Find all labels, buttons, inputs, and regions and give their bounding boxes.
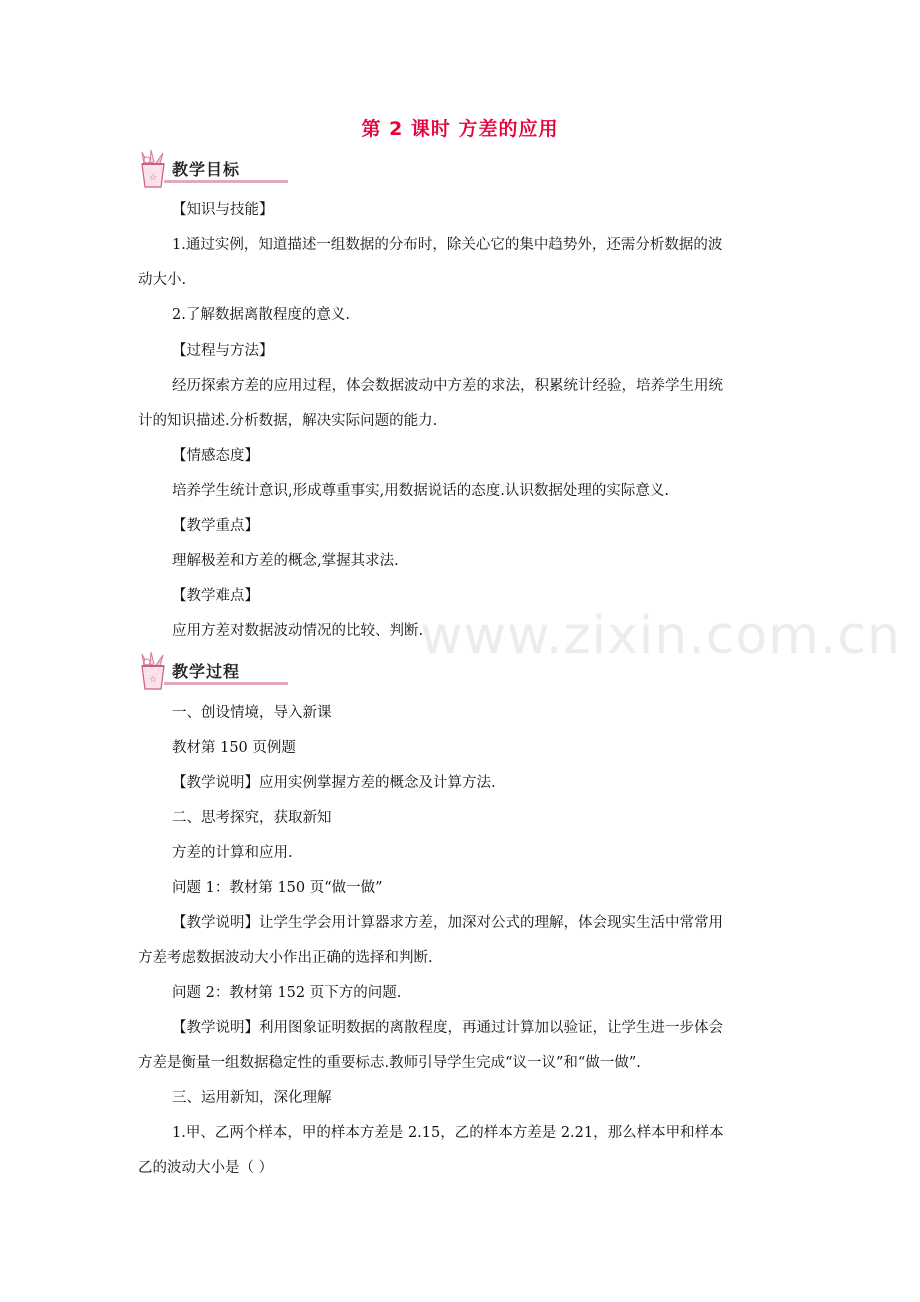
step-heading: 一、创设情境，导入新课 (172, 705, 332, 721)
question-line: 1.甲、乙两个样本，甲的样本方差是 2.15，乙的样本方差是 2.21，那么样本甲和样本 (172, 1125, 724, 1141)
watermark: www.zixin.com.cn (420, 606, 901, 666)
heading-key-point: 【教学重点】 (172, 518, 259, 534)
paragraph-line: 动大小. (138, 272, 187, 288)
teaching-note: 【教学说明】让学生学会用计算器求方差，加深对公式的理解，体会现实生活中常常用 (172, 915, 723, 931)
header-underline (164, 180, 288, 183)
question-line: 乙的波动大小是（ ） (138, 1160, 274, 1176)
paragraph-line: 理解极差和方差的概念,掌握其求法. (172, 553, 399, 569)
teaching-note: 【教学说明】利用图象证明数据的离散程度，再通过计算加以验证，让学生进一步体会 (172, 1020, 723, 1036)
heading-difficulty: 【教学难点】 (172, 588, 259, 604)
paragraph-line: 应用方差对数据波动情况的比较、判断. (172, 623, 424, 639)
paragraph-line: 2.了解数据离散程度的意义. (172, 307, 350, 323)
paragraph-line: 经历探索方差的应用过程，体会数据波动中方差的求法，积累统计经验，培养学生用统 (172, 378, 723, 394)
paragraph-line: 1.通过实例，知道描述一组数据的分布时，除关心它的集中趋势外，还需分析数据的波 (172, 237, 723, 253)
section-label: 教学目标 (172, 160, 241, 179)
pencil-cup-icon (136, 150, 176, 190)
paragraph-line: 问题 2：教材第 152 页下方的问题. (172, 985, 402, 1001)
svg-text:☆: ☆ (148, 173, 158, 183)
step-heading: 二、思考探究，获取新知 (172, 810, 332, 826)
lesson-title: 第 2 课时 方差的应用 (361, 118, 559, 140)
teaching-note: 【教学说明】应用实例掌握方差的概念及计算方法. (172, 775, 496, 791)
pencil-cup-icon (136, 652, 176, 692)
section-header-goals (136, 150, 286, 190)
paragraph-line: 方差的计算和应用. (172, 845, 293, 861)
paragraph-line: 方差考虑数据波动大小作出正确的选择和判断. (138, 950, 433, 966)
paragraph-line: 问题 1：教材第 150 页“做一做” (172, 880, 383, 896)
paragraph-line: 方差是衡量一组数据稳定性的重要标志.教师引导学生完成“议一议”和“做一做”. (138, 1055, 641, 1071)
heading-attitude: 【情感态度】 (172, 448, 259, 464)
section-header-process (136, 652, 286, 692)
section-label: 教学过程 (172, 662, 241, 681)
heading-knowledge: 【知识与技能】 (172, 202, 274, 218)
paragraph-line: 计的知识描述.分析数据，解决实际问题的能力. (138, 413, 438, 429)
paragraph-line: 教材第 150 页例题 (172, 740, 296, 756)
header-underline (164, 682, 288, 685)
heading-method: 【过程与方法】 (172, 343, 274, 359)
svg-text:☆: ☆ (148, 675, 158, 685)
paragraph-line: 培养学生统计意识,形成尊重事实,用数据说话的态度.认识数据处理的实际意义. (172, 483, 669, 499)
step-heading: 三、运用新知，深化理解 (172, 1090, 332, 1106)
